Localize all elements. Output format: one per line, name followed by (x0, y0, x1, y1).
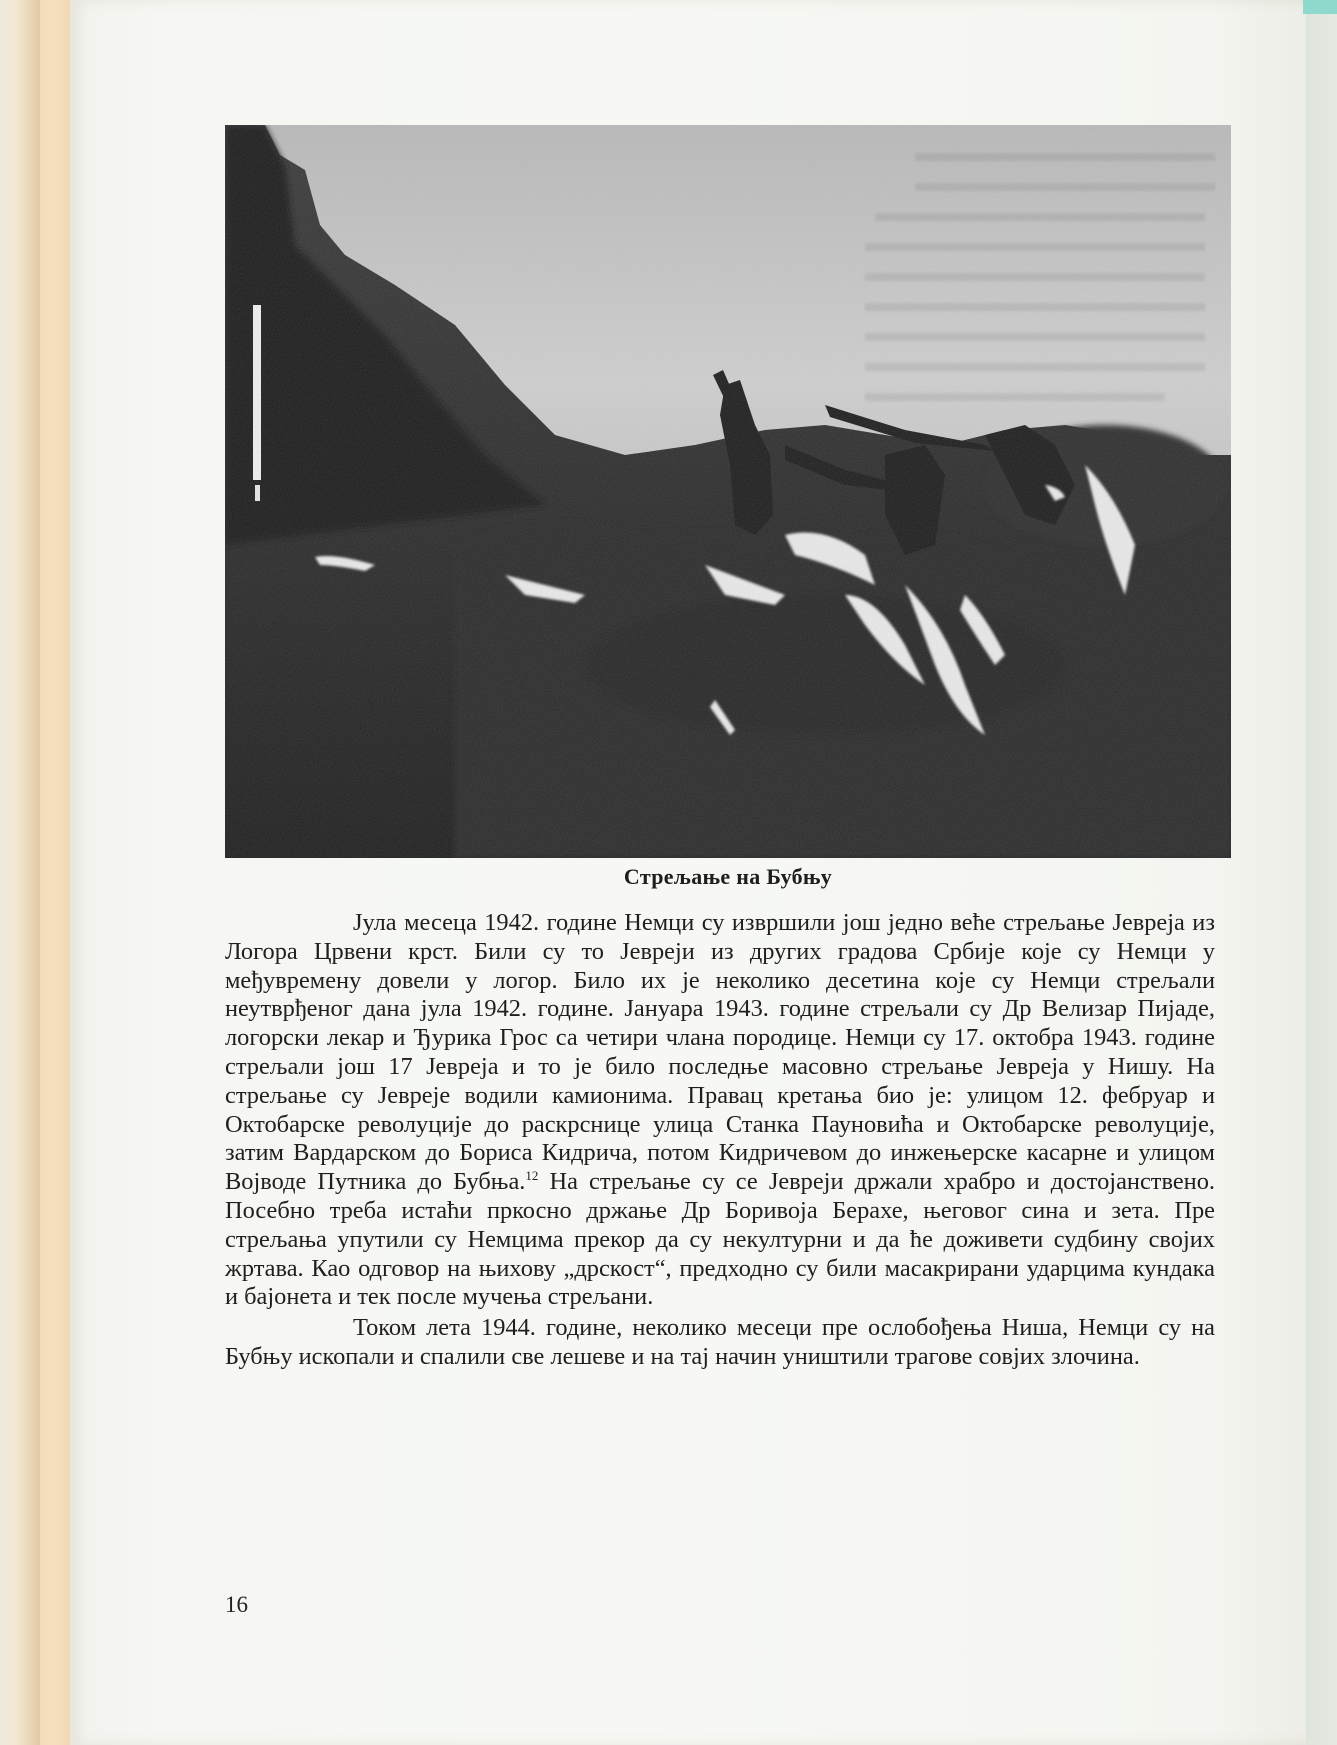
footnote-reference: 12 (525, 1168, 539, 1184)
page-number: 16 (225, 1592, 248, 1617)
page-right-edge (1306, 0, 1337, 1745)
paragraph-text: На стрељање су се Јевреји држали храбро и достојанствено. Посебно треба истаћи пркосно држање Др Боривоја Берахе, његовог сина и зета. Пре стрељања упутили су Немцима прекор да су некултурни и да ће доживети судбину својих жртава. Као одговор на њихову „дрскост“, предходно су били масакрирани ударцима кундака и бајонета и тек после мучења стрељани. (225, 1168, 1215, 1311)
book-binding-edge (0, 0, 40, 1745)
body-text (225, 909, 1215, 1372)
book-binding-strip (40, 0, 70, 1745)
paragraph-text: Током лета 1944. године, неколико месеци пре ослобођења Ниша, Немци су на Бубњу ископали и спалили све лешеве и на тај начин уништили трагове совјих злочина. (225, 1314, 1215, 1370)
paragraph (225, 1314, 1215, 1372)
photograph-execution-scene (225, 125, 1231, 858)
paragraph (225, 909, 1215, 1312)
paragraph-text: Јула месеца 1942. године Немци су извршили још једно веће стрељање Јевреја из Логора Црвени крст. Били су то Јевреји из других градова Србије које су Немци у међувремену довели у логор. Било их је неколико десетина које су Немци стрељали неутврђеног дана јула 1942. године. Јануара 1943. године стрељали су Др Велизар Пијаде, логорски лекар и Ђурика Грос са четири члана породице. Немци су 17. октобра 1943. године стрељали још 17 Јевреја и то је било последње масовно стрељање Јевреја у Нишу. На стрељање су Јевреје водили камионима. Правац кретања био је: улицом 12. фебруар и Октобарске револуције до раскрснице улица Станка Пауновића и Октобарске револуције, затим Вардарском до Бориса Кидрича, потом Кидричевом до инжењерске касарне и улицом Војводе Путника до Бубња. (225, 909, 1215, 1196)
cover-corner (1303, 0, 1337, 14)
photo-caption: Стрељање на Бубњу (623, 864, 833, 889)
